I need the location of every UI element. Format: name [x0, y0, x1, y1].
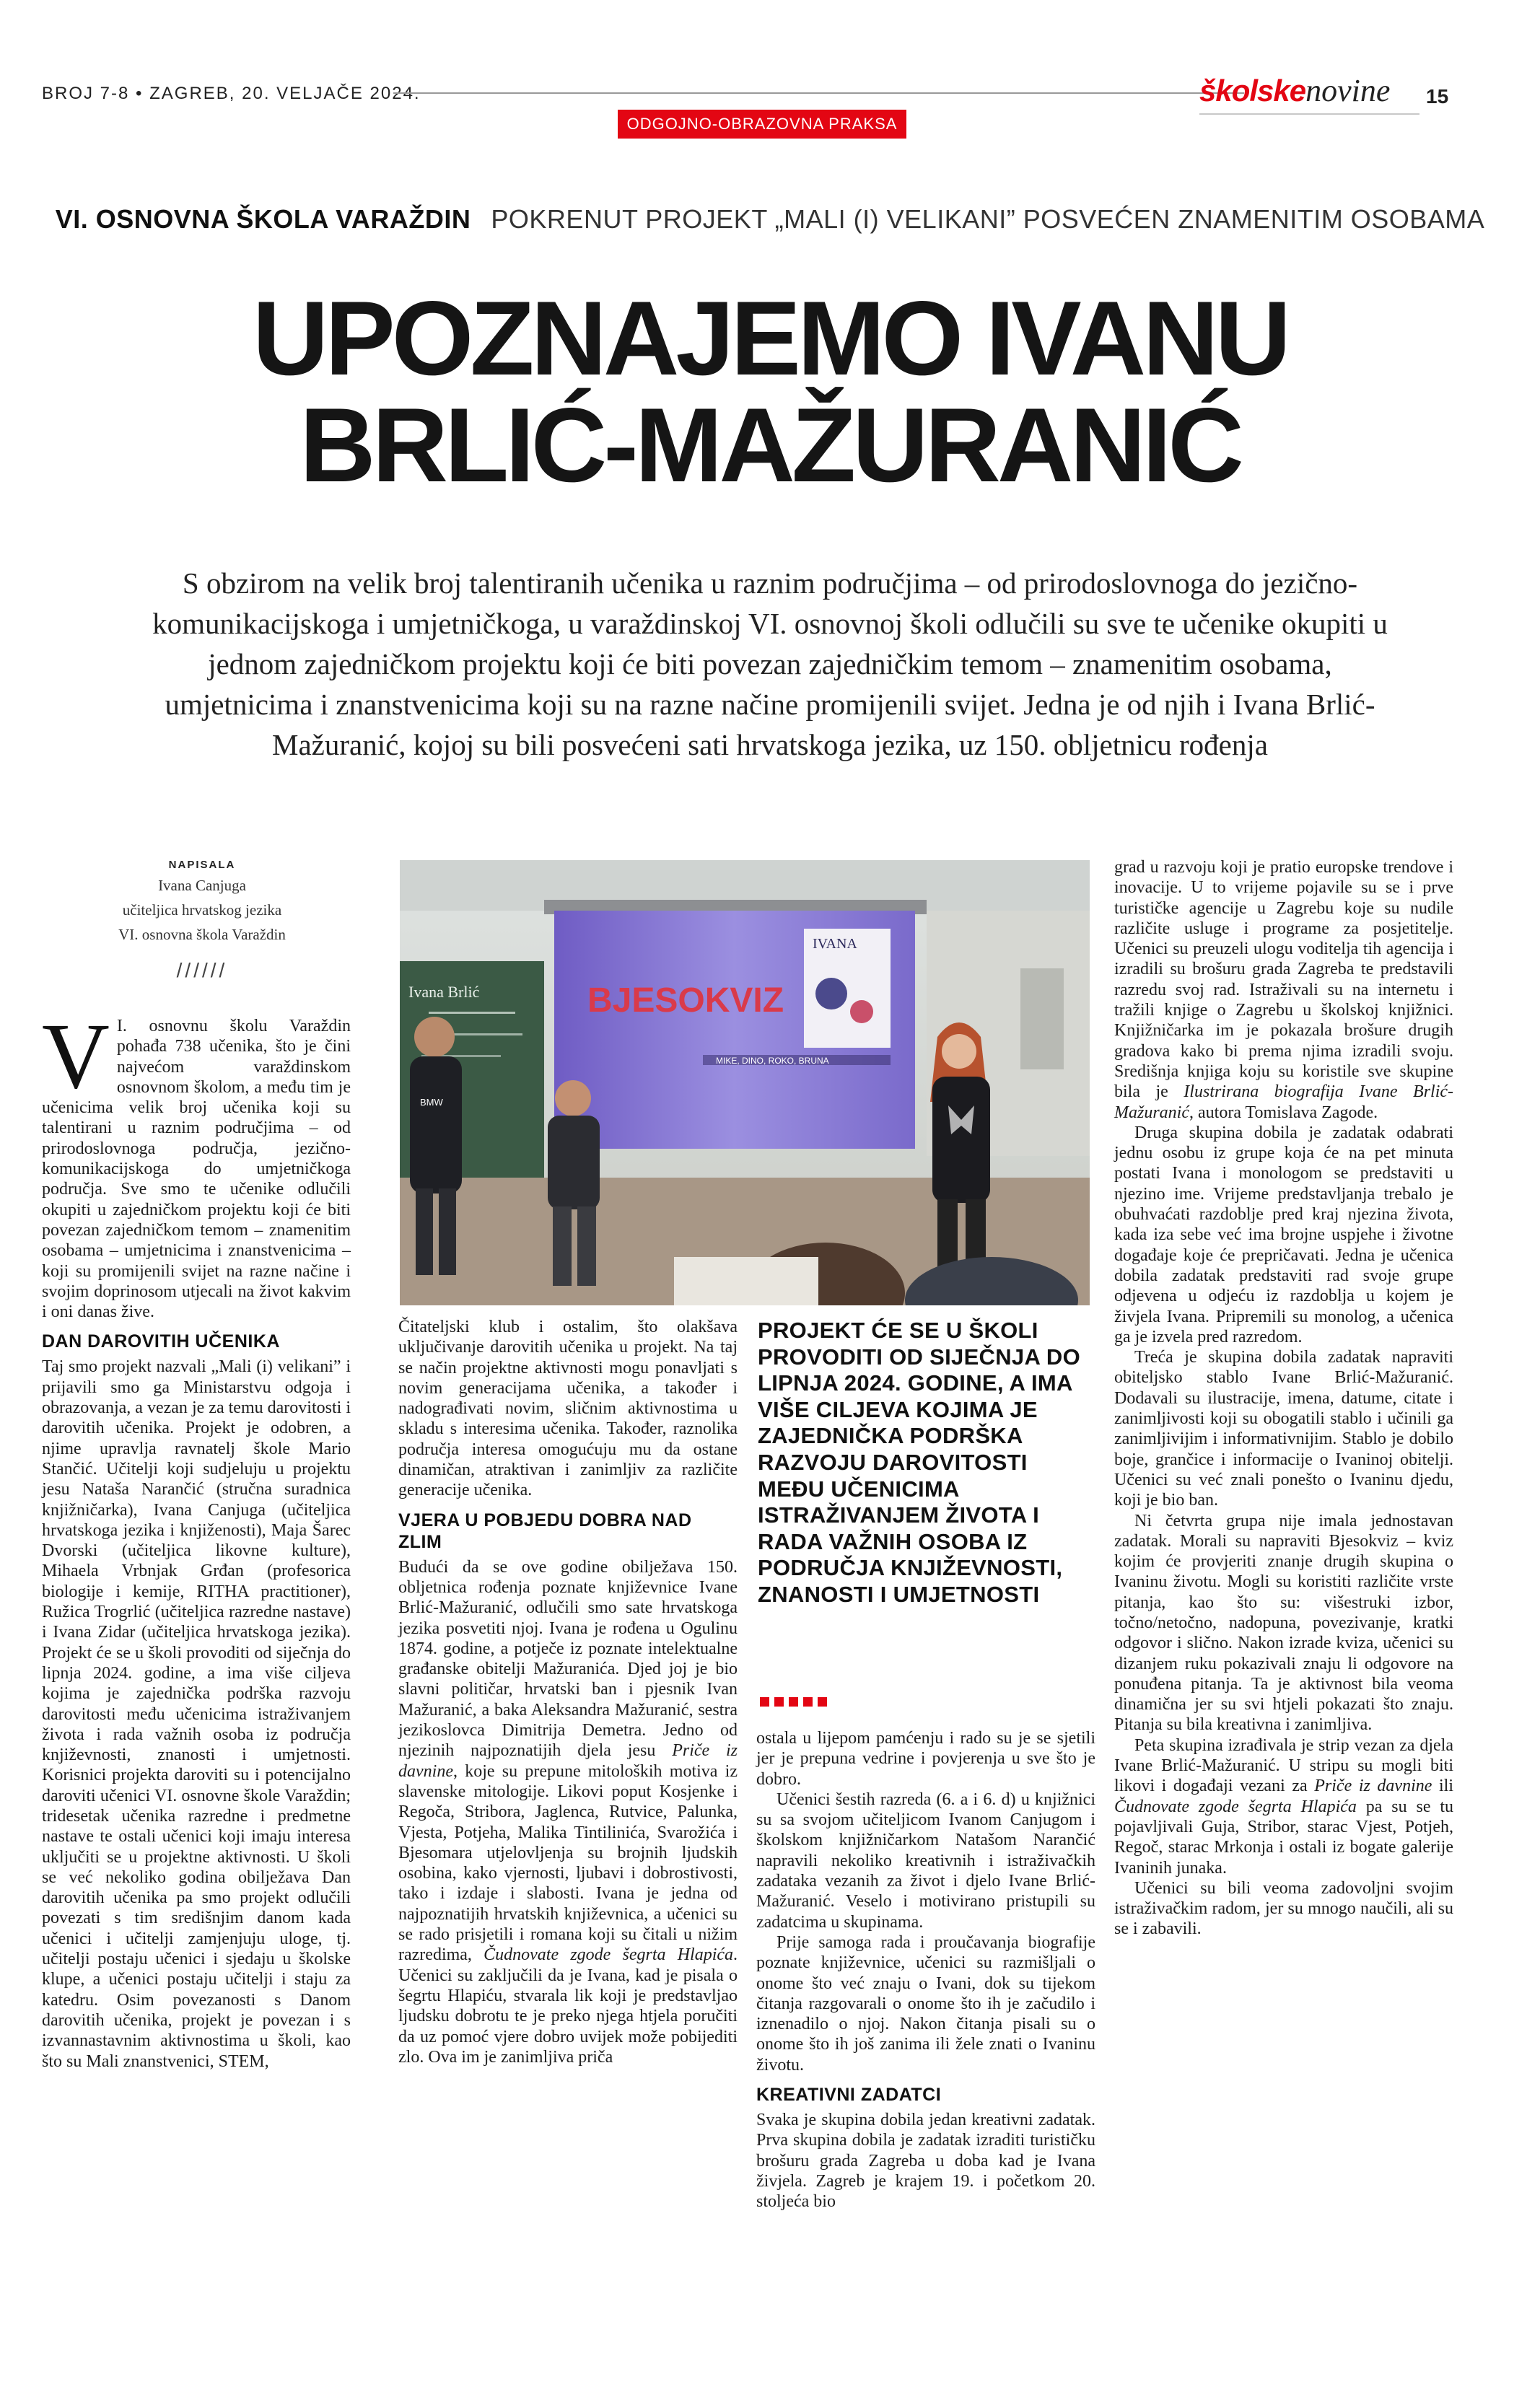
masthead-logo-part1: školske — [1199, 74, 1306, 108]
page-number: 15 — [1426, 85, 1449, 108]
paragraph-text: grad u razvoju koji je pratio europske trendove i inovacije. U to vrijeme pojavile su se i prve turističke agencije u Zagrebu koje su nudile različite usluge i programe za posjetitelje. Učenici su preuzeli ulogu voditelja tih agencija i izradili su brošuru grada Zagreba te predstavili razredu svoj rad. Istraživali su na internetu i tražili knjige o Zagrebu u školskoj knjižnici. Knjižničarka im je pokazala brošure drugih gradova kako bi prema njima izradili svoju. Središnja knjiga koju su koristile sve skupine bila je — [1114, 858, 1453, 1102]
shirt-logo-text: BMW — [420, 1097, 443, 1108]
screen-caption: MIKE, DINO, ROKO, BRUNA — [716, 1056, 829, 1066]
headline — [0, 279, 1540, 504]
article-column-2 — [398, 1317, 738, 2067]
paragraph: Učenici su bili veoma zadovoljni svojim istraživačkim radom, jer su mnogo naučili, ali su se i zabavili. — [1114, 1878, 1453, 1939]
issue-line: BROJ 7-8 • ZAGREB, 20. VELJAČE 2024. — [42, 84, 421, 103]
header-rule — [393, 92, 1244, 94]
kicker-topic: POKRENUT PROJEKT „MALI (I) VELIKANI” POSVEĆEN ZNAMENITIM OSOBAMA — [491, 204, 1485, 234]
paragraph: Svaka je skupina dobila jedan kreativni zadatak. Prva skupina dobila je zadatak izraditi turističku brošuru grada Zagreba u doba kad je Ivana živjela. Zagreb je krajem 19. i početkom 20. stoljeća bio — [756, 2111, 1095, 2212]
masthead-logo — [1199, 72, 1390, 109]
article-photo — [400, 860, 1090, 1305]
subheading-vjera-u-pobjedu: VJERA U POBJEDU DOBRA NAD ZLIM — [398, 1510, 692, 1552]
board-text: Ivana Brlić — [408, 983, 480, 1001]
byline-author: Ivana Canjuga — [158, 877, 246, 894]
byline — [101, 859, 303, 982]
headline-line-1: UPOZNAJEMO IVANU — [252, 279, 1288, 397]
book-title-italic: Priče iz davnine — [398, 1741, 738, 1781]
book-cover-title: IVANA — [813, 936, 857, 952]
book-title-italic: Priče iz davnine — [1314, 1777, 1432, 1796]
paragraph-text: , koje su prepune mitoloških motiva iz slavenske mitologije. Likovi poput Kosjenke i Regoča, Stribora, Jaglenca, Rutvice, Palunka, Vjesta, Potjeha, Malika Tintilinića, Svarožića i Bjesomara utjelovljenja su brojnih ljudskih osobina, kako vjernosti, ljubavi i dobrostivosti, tako i izdaje i slabosti. Ivana je jedna od najpoznatijih hrvatskih književnica, a učenici su se rado prisjetili i romana koji su čitali u nižim razredima, — [398, 1761, 738, 1965]
byline-label: NAPISALA — [168, 859, 236, 871]
screen-quiz-title: BJESOKVIZ — [587, 981, 784, 1020]
article-column-4 — [1114, 857, 1453, 1940]
red-square — [803, 1697, 813, 1707]
section-label: ODGOJNO-OBRAZOVNA PRAKSA — [618, 110, 906, 139]
paragraph — [42, 1004, 351, 1322]
article-column-1 — [42, 1004, 351, 2072]
paragraph-text: I. osnovnu školu Varaždin pohađa 738 učenika, što je čini najvećom varaždinskom osnovnom školom, a među tim je učenicima velik broj učenika koji su talentirani u raznim područjima – od prirodoslovnoga područja, jezično-komunikacijskoga do umjetničkoga područja. Sve smo te učenike odlučili okupiti u zajedničkom projektu koji će biti povezan zajedničkom temom – znamenitim osobama – umjetnicima i znanstvenicima – koji su promijenili svijet na razne načine i svojim doprinosom utjecali na život kakvim i oni danas žive. — [42, 1017, 351, 1322]
book-title-italic: Čudnovate zgode šegrta Hlapića — [1114, 1797, 1357, 1816]
paragraph-text: , autora Tomislava Zagode. — [1189, 1103, 1378, 1122]
red-square — [789, 1697, 798, 1707]
pull-quote-red-squares — [760, 1697, 827, 1707]
paragraph: Ni četvrta grupa nije imala jednostavan zadatak. Morali su napraviti Bjesokviz – kviz kojim će provjeriti znanje drugih skupina o Ivaninu životu. Mogli su koristiti različite vrste pitanja, kao što su: višestruki izbor, točno/netočno, nadopuna, povezivanje, kratki odgovor i slično. Nakon izrade kviza, učenici su dizanjem ruku pokazivali znaju li odgovore na ponuđena pitanja. Ta je aktivnost bila veoma dinamična jer su svi htjeli pokazati što znaju. Pitanja su bila kreativna i zanimljiva. — [1114, 1511, 1453, 1735]
red-square — [760, 1697, 769, 1707]
subheading-dan-darovitih: DAN DAROVITIH UČENIKA — [42, 1331, 280, 1352]
paragraph-text: Peta skupina izrađivala je strip vezan za djela Ivane Brlić-Mažuranić. U stripu su mogli biti likovi i događaji vezani za — [1114, 1735, 1453, 1796]
red-square — [774, 1697, 784, 1707]
lead-paragraph: S obzirom na velik broj talentiranih učenika u raznim područjima – od prirodoslovnoga do jezično-komunikacijskoga i umjetničkoga, u varaždinskoj VI. osnovnoj školi odlučili su sve te učenike okupiti u jednom zajedničkom projektu koji će biti povezan zajedničkim temom – znamenitim osobama, umjetnicima i znanstvenicima koji su na razne načine promijenili svijet. Jedna je od njih i Ivana Brlić-Mažuranić, kojoj su bili posvećeni sati hrvatskoga jezika, uz 150. obljetnicu rođenja — [152, 566, 1388, 761]
book-title-italic: Čudnovate zgode šegrta Hlapića — [484, 1945, 734, 1965]
subheading-kreativni-zadatci: KREATIVNI ZADATCI — [756, 2085, 942, 2106]
paragraph — [1114, 857, 1453, 1123]
article-column-3 — [756, 1728, 1095, 2212]
paragraph: Prije samoga rada i proučavanja biografije poznate književnice, učenici su razmišljali o onome što već znaju o Ivani, dok su tijekom čitanja razgovarali o onome što ih je začudilo i iznenadilo o njoj. Nakon čitanja pisali su o onome što ih još zanima ili žele znati o Ivaninu životu. — [756, 1932, 1095, 2075]
paragraph-text: pa su se tu pojavljivali Guja, Stribor, starac Vjest, Potjeh, Regoč, starac Mrkonja i ostali iz bogate galerije Ivaninih junaka. — [1114, 1797, 1454, 1878]
book-title-italic: Ilustrirana biografija Ivane Brlić-Mažuranić — [1114, 1082, 1454, 1122]
classroom-photo-illustration — [400, 860, 1090, 1305]
paragraph: Druga skupina dobila je zadatak odabrati jednu osobu iz grupe koja će na pet minuta postati Ivana i monologom se predstaviti u njezino ime. Vrijeme predstavljanja trebalo je obuhvaćati razdoblje pred kraj njezina života, kada iza sebe već ima brojne uspjehe i životne događaje koje će prepričavati. Jedna je učenica dobila zadatak predstaviti rad svoje grupe odjevena u odjeću iz razdoblja u kojem je živjela Ivana. Pripremili su monolog, a učenica ga je izvela pred razredom. — [1114, 1123, 1453, 1346]
paragraph: Čitateljski klub i ostalim, što olakšava uključivanje darovitih učenika u projekt. Na taj se način projektne aktivnosti mogu ponavljati s novim generacijama učenika, a također i nadograđivati novim, sličnim aktivnostima u skladu s interesima učenika. Također, raznolika područja interesa omogućuju mu da ostane dinamičan, atraktivan i zanimljiv za različite generacije učenika. — [398, 1318, 738, 1500]
kicker — [0, 204, 1540, 235]
paragraph: ostala u lijepom pamćenju i rado su je se sjetili jer je prepuna vedrine i povjerenja u sve što je dobro. — [756, 1729, 1095, 1789]
byline-role: učiteljica hrvatskog jezika — [122, 901, 282, 919]
paragraph: Taj smo projekt nazvali „Mali (i) velikani” i prijavili smo ga Ministarstvu odgoja i obrazovanja, a vezan je za temu darovitosti i darovitih učenika. Projekt je odobren, a njime upravlja ravnatelj škole Mario Stančić. Učitelji koji sudjeluju u projektu jesu Nataša Narančić (stručna suradnica knjižničarka), Ivana Canjuga (učiteljica hrvatskoga jezika i knjiženosti), Maja Šarec Dvorski (učiteljica likovne kulture), Mihaela Vrbnjak Grđan (profesorica biologije i kemije, RITHA practitioner), Ružica Trogrlić (učiteljica razredne nastave) i Ivana Zidar (učiteljica hrvatskoga jezika). Projekt će se u školi provoditi od siječnja do lipnja 2024. godine, a ima više ciljeva kojima je zajednička podrška razvoju darovitosti među učenicima istraživanjem života i rada važnih osoba iz područja književnosti, znanosti i umjetnosti. Korisnici projekta daroviti su i potencijalno daroviti učenici VI. osnovne škole Varaždin; tridesetak učenika razredne i predmetne nastave te ostali učenici koji imaju interesa uključiti se u projektne aktivnosti. U školi se već nekoliko godina obilježava Dan darovitih učenika pa smo projekt odlučili povezati s tim središnjim danom kada učenici i učitelji zamjenjuju uloge, tj. učitelji postaju učenici i sjedaju u školske klupe, a učenici postaju učitelji i staju za katedru. Osim povezanosti s Danom darovitih učenika, projekt je povezan i s izvannastavnim aktivnostima u školi, kao što su Mali znanstvenici, STEM, — [42, 1357, 351, 2071]
headline-line-2: BRLIĆ-MAŽURANIĆ — [299, 386, 1241, 504]
red-square — [818, 1697, 827, 1707]
paragraph-text: . Učenici su zaključili da je Ivana, kad je pisala o šegrtu Hlapiću, stvarala lik koji je predstavljao ljudsku dobrotu te je preko njega htjela poručiti da uz pomoć vjere dobro uvijek može pobijediti zlo. Ova im je zanimljiva priča — [398, 1945, 738, 2067]
drop-cap: V — [42, 1004, 110, 1108]
masthead-logo-part2: novine — [1305, 73, 1391, 108]
paragraph-text: Budući da se ove godine obilježava 150. obljetnica rođenja poznate književnice Ivane Brlić-Mažuranić, odlučili smo sate hrvatskoga jezika posvetiti njoj. Ivana je rođena u Ogulinu 1874. godine, a potječe iz poznate intelektualne građanske obitelji Mažuranića. Djed joj je bio slavni političar, hrvatski ban i pjesnik Ivan Mažuranić, a baka Aleksandra Mažuranić, sestra jezikoslovca Dimitrija Demetra. Jedno od njezinih najpoznatijih djela jesu — [398, 1557, 738, 1761]
byline-school: VI. osnovna škola Varaždin — [118, 926, 286, 943]
pull-quote: PROJEKT ĆE SE U ŠKOLI PROVODITI OD SIJEČNJA DO LIPNJA 2024. GODINE, A IMA VIŠE CILJEVA KOJIMA JE ZAJEDNIČKA PODRŠKA RAZVOJU DAROVITOSTI MEĐU UČENICIMA ISTRAŽIVANJEM ŽIVOTA I RADA VAŽNIH OSOBA IZ PODRUČJA KNJIŽEVNOSTI, ZNANOSTI I UMJETNOSTI — [758, 1318, 1081, 1607]
paragraph — [398, 1557, 738, 2067]
paragraph — [1114, 1735, 1453, 1878]
paragraph: Treća je skupina dobila zadatak napraviti obiteljsko stablo Ivane Brlić-Mažuranić. Dodavali su ilustracije, imena, datume, citate i zanimljivosti koji su obogatili stablo i učinili ga zanimljivijim i informativnijim. Stablo je dobilo boje, grančice i informacije o Ivaninoj obitelji. Učenici su već znali ponešto o Ivaninu djedu, koji je bio ban. — [1114, 1348, 1453, 1510]
byline-slash-marks: ////// — [176, 959, 228, 981]
paragraph: Učenici šestih razreda (6. a i 6. d) u knjižnici su sa svojom učiteljicom Ivanom Canjugom i školskom knjižničarkom Natašom Narančić napravili nekoliko kreativnih i istraživačkih zadataka vezanih za život i djelo Ivane Brlić-Mažuranić. Veselo i motivirano pristupili su zadatcima u skupinama. — [756, 1790, 1095, 1932]
masthead-underline — [1199, 113, 1419, 115]
kicker-school: VI. OSNOVNA ŠKOLA VARAŽDIN — [55, 204, 471, 234]
paragraph-text: ili — [1439, 1777, 1454, 1796]
